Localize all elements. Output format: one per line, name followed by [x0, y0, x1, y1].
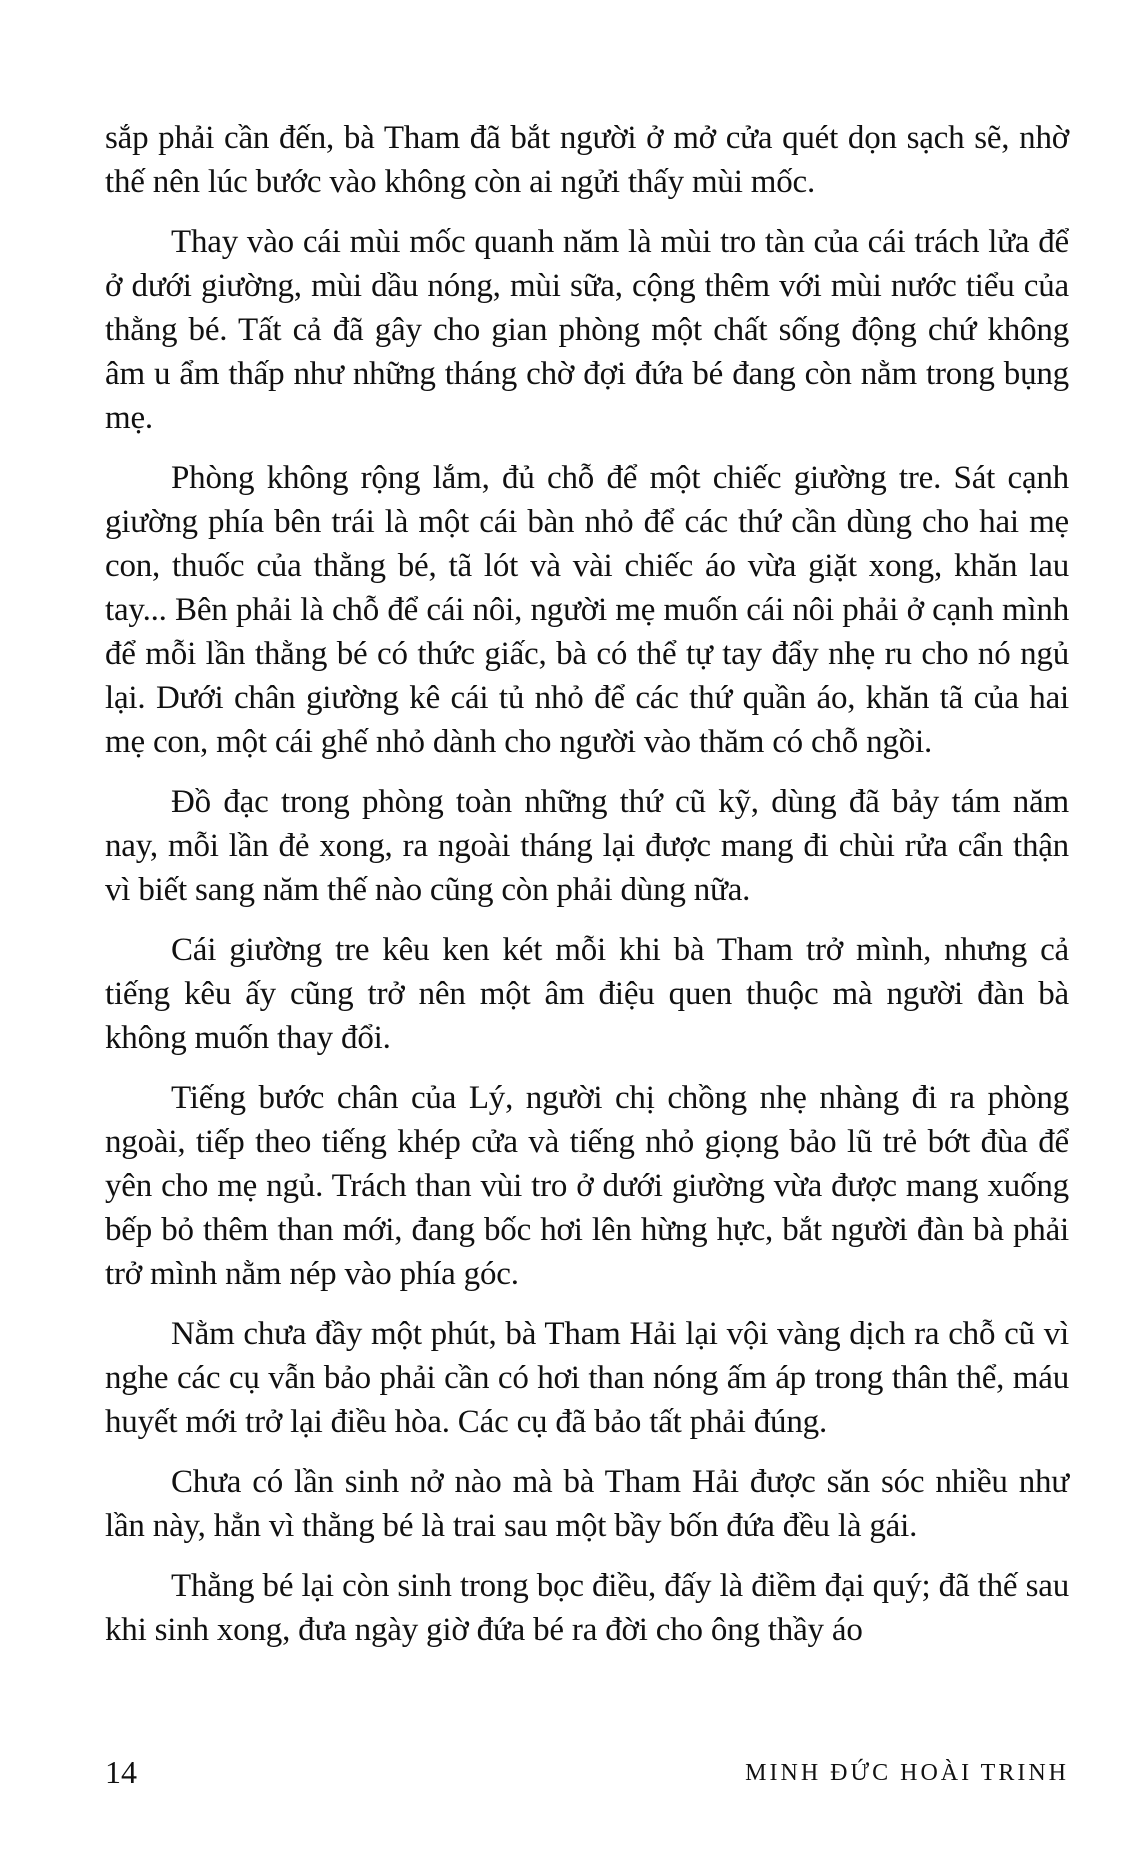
paragraph-continuation: sắp phải cần đến, bà Tham đã bắt người ở mở cửa quét dọn sạch sẽ, nhờ thế nên lúc bước vào không còn ai ngửi thấy mùi mốc.: [105, 120, 1069, 200]
page-number: 14: [105, 1754, 137, 1790]
running-footer-author: MINH ĐỨC HOÀI TRINH: [745, 1760, 1069, 1786]
paragraph: Tiếng bước chân của Lý, người chị chồng nhẹ nhàng đi ra phòng ngoài, tiếp theo tiếng khép cửa và tiếng nhỏ giọng bảo lũ trẻ bớt đùa để yên cho mẹ ngủ. Trách than vùi tro ở dưới giường vừa được mang xuống bếp bỏ thêm than mới, đang bốc hơi lên hừng hực, bắt người đàn bà phải trở mình nằm nép vào phía góc.: [105, 1080, 1069, 1292]
body-text: [105, 116, 1069, 1668]
paragraph: Đồ đạc trong phòng toàn những thứ cũ kỹ, dùng đã bảy tám năm nay, mỗi lần đẻ xong, ra ngoài tháng lại được mang đi chùi rửa cẩn thận vì biết sang năm thế nào cũng còn phải dùng nữa.: [105, 784, 1069, 908]
paragraph: Chưa có lần sinh nở nào mà bà Tham Hải được săn sóc nhiều như lần này, hẳn vì thằng bé là trai sau một bầy bốn đứa đều là gái.: [105, 1464, 1069, 1544]
paragraph: Cái giường tre kêu ken két mỗi khi bà Tham trở mình, nhưng cả tiếng kêu ấy cũng trở nên một âm điệu quen thuộc mà người đàn bà không muốn thay đổi.: [105, 932, 1069, 1056]
paragraph: Thay vào cái mùi mốc quanh năm là mùi tro tàn của cái trách lửa để ở dưới giường, mùi dầu nóng, mùi sữa, cộng thêm với mùi nước tiểu của thằng bé. Tất cả đã gây cho gian phòng một chất sống động chứ không âm u ẩm thấp như những tháng chờ đợi đứa bé đang còn nằm trong bụng mẹ.: [105, 224, 1069, 436]
paragraph: Phòng không rộng lắm, đủ chỗ để một chiếc giường tre. Sát cạnh giường phía bên trái là một cái bàn nhỏ để các thứ cần dùng cho hai mẹ con, thuốc của thằng bé, tã lót và vài chiếc áo vừa giặt xong, khăn lau tay... Bên phải là chỗ để cái nôi, người mẹ muốn cái nôi phải ở cạnh mình để mỗi lần thằng bé có thức giấc, bà có thể tự tay đẩy nhẹ ru cho nó ngủ lại. Dưới chân giường kê cái tủ nhỏ để các thứ quần áo, khăn tã của hai mẹ con, một cái ghế nhỏ dành cho người vào thăm có chỗ ngồi.: [105, 460, 1069, 760]
paragraph: Nằm chưa đầy một phút, bà Tham Hải lại vội vàng dịch ra chỗ cũ vì nghe các cụ vẫn bảo phải cần có hơi than nóng ấm áp trong thân thể, máu huyết mới trở lại điều hòa. Các cụ đã bảo tất phải đúng.: [105, 1316, 1069, 1440]
paragraph: Thằng bé lại còn sinh trong bọc điều, đấy là điềm đại quý; đã thế sau khi sinh xong, đưa ngày giờ đứa bé ra đời cho ông thầy áo: [105, 1568, 1069, 1648]
